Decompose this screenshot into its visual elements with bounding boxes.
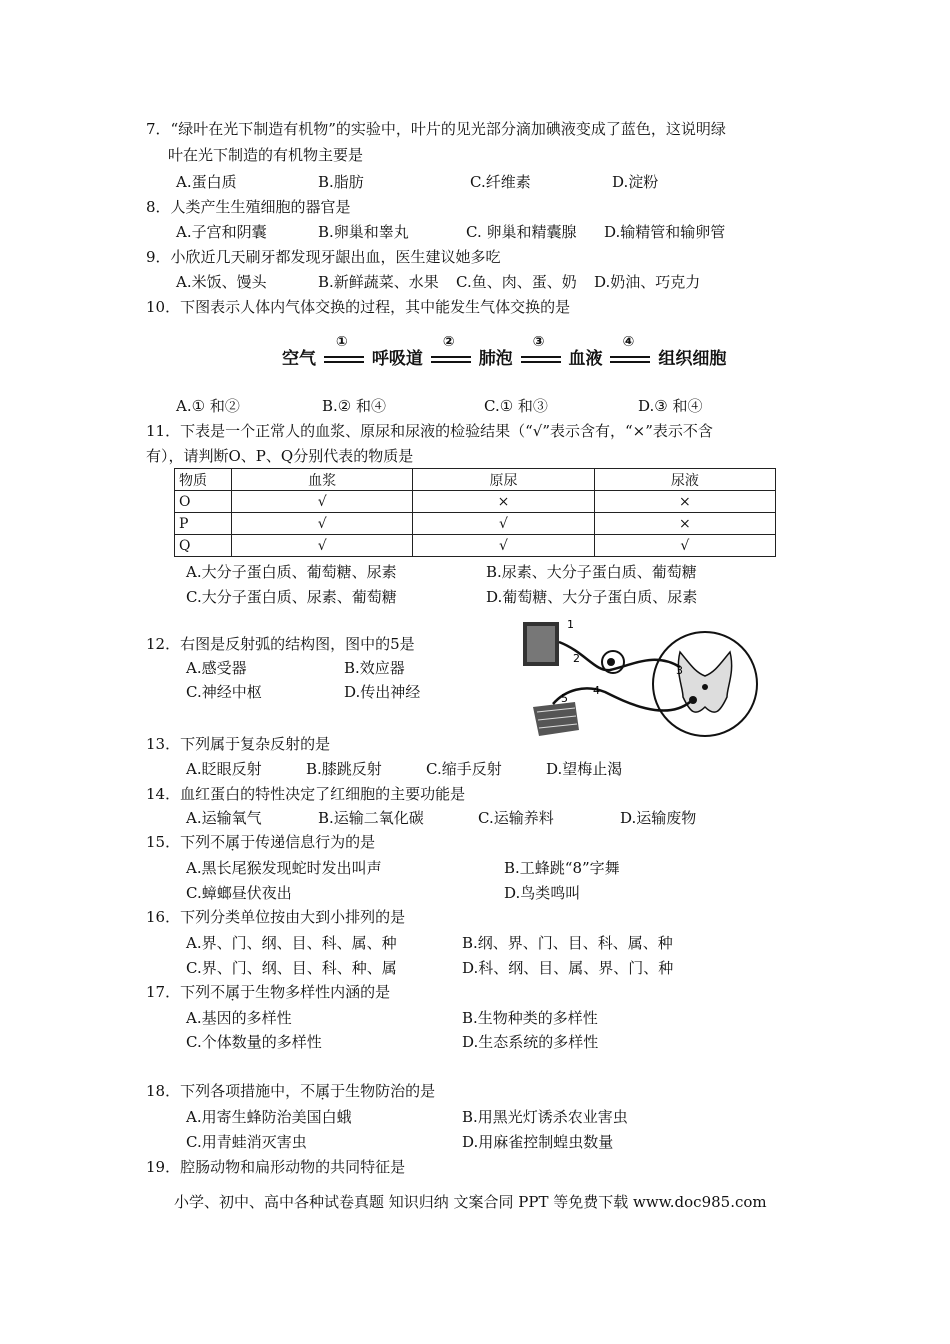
q10-option-d: D.③ 和④	[638, 397, 703, 415]
label-2: 2	[573, 652, 580, 665]
q18-option-c: C.用青蛙消灭害虫	[186, 1133, 307, 1151]
q15-option-c: C.蟑螂昼伏夜出	[186, 884, 292, 902]
chain-node-tissue-cells: 组织细胞	[658, 349, 727, 369]
table-header-row	[175, 469, 776, 491]
q9-option-a: A.米饭、馒头	[176, 273, 267, 291]
table-cell: ×	[594, 513, 775, 535]
q9-option-c: C.鱼、肉、蛋、奶	[456, 273, 577, 291]
q7-option-b: B.脂肪	[318, 173, 364, 191]
q18-option-b: B.用黑光灯诱杀农业害虫	[462, 1108, 628, 1126]
q11-stem: 11．下表是一个正常人的血浆、原尿和尿液的检验结果（“√”表示含有，“×”表示不含	[146, 422, 713, 440]
q16-option-d: D.科、纲、目、属、界、门、种	[462, 959, 674, 977]
q14-stem: 14．血红蛋白的特性决定了红细胞的主要功能是	[146, 785, 466, 803]
label-3: 3	[676, 664, 683, 677]
emphasis-text: 不属于	[300, 1082, 346, 1100]
chain-arrow-3: ③	[519, 346, 563, 368]
table-cell: √	[594, 535, 775, 557]
q12-option-d: D.传出神经	[344, 683, 421, 701]
receptor-texture	[527, 626, 555, 662]
table-row	[175, 535, 776, 557]
table-cell: √	[232, 535, 413, 557]
q16-option-b: B.纲、界、门、目、科、属、种	[462, 934, 673, 952]
table-cell: O	[175, 491, 232, 513]
q18-stem: 18．下列各项措施中，不属于生物防治的是	[146, 1082, 436, 1100]
table-cell: √	[232, 513, 413, 535]
table-cell: Q	[175, 535, 232, 557]
q13-option-d: D.望梅止渴	[546, 760, 623, 778]
table-cell: ×	[413, 491, 594, 513]
q11-option-c: C.大分子蛋白质、尿素、葡萄糖	[186, 588, 397, 606]
table-header: 血浆	[232, 469, 413, 491]
table-cell: √	[232, 491, 413, 513]
q17-option-a: A.基因的多样性	[186, 1009, 292, 1027]
q18-option-d: D.用麻雀控制蝗虫数量	[462, 1133, 614, 1151]
q17-option-b: B.生物种类的多样性	[462, 1009, 598, 1027]
q13-option-c: C.缩手反射	[426, 760, 502, 778]
q8-stem: 8．人类产生生殖细胞的器官是	[146, 198, 351, 216]
chain-arrow-4: ④	[608, 346, 652, 368]
table-cell: √	[413, 513, 594, 535]
table-cell: ×	[594, 491, 775, 513]
q14-option-a: A.运输氧气	[186, 809, 262, 827]
effector-shape	[533, 702, 579, 736]
q9-option-b: B.新鲜蔬菜、水果	[318, 273, 439, 291]
q9-stem: 9．小欣近几天刷牙都发现牙龈出血，医生建议她多吃	[146, 248, 501, 266]
page-footer: 小学、初中、高中各种试卷真题 知识归纳 文案合同 PPT 等免费下载 www.doc985.com	[174, 1193, 767, 1211]
q16-stem: 16．下列分类单位按由大到小排列的是	[146, 908, 406, 926]
chain-node-blood: 血液	[568, 349, 603, 369]
q10-option-b: B.② 和④	[322, 397, 387, 415]
label-1: 1	[567, 618, 574, 631]
q7-option-d: D.淀粉	[612, 173, 659, 191]
chain-arrow-1: ①	[322, 346, 366, 368]
table-row	[175, 491, 776, 513]
table-cell: P	[175, 513, 232, 535]
table-row	[175, 513, 776, 535]
q7-stem-cont: 叶在光下制造的有机物主要是	[168, 146, 364, 164]
q12-option-a: A.感受器	[186, 659, 247, 677]
q13-stem: 13．下列属于复杂反射的是	[146, 735, 331, 753]
q11-option-b: B.尿素、大分子蛋白质、葡萄糖	[486, 563, 697, 581]
q17-option-c: C.个体数量的多样性	[186, 1033, 322, 1051]
chain-node-alveoli: 肺泡	[478, 349, 513, 369]
urine-test-table	[174, 468, 776, 557]
chain-arrow-2: ②	[429, 346, 473, 368]
q8-option-b: B.卵巢和睾丸	[318, 223, 409, 241]
q13-option-a: A.眨眼反射	[186, 760, 262, 778]
q7-option-c: C.纤维素	[470, 173, 531, 191]
q8-option-a: A.子宫和阴囊	[176, 223, 267, 241]
q14-option-c: C.运输养料	[478, 809, 554, 827]
q19-stem: 19．腔肠动物和扁形动物的共同特征是	[146, 1158, 406, 1176]
q16-option-a: A.界、门、纲、目、科、属、种	[186, 934, 397, 952]
chain-node-airway: 呼吸道	[371, 349, 423, 369]
q12-option-b: B.效应器	[344, 659, 405, 677]
q12-stem: 12．右图是反射弧的结构图，图中的5是	[146, 635, 415, 653]
q7-option-a: A.蛋白质	[176, 173, 237, 191]
q13-option-b: B.膝跳反射	[306, 760, 382, 778]
q8-option-d: D.输精管和输卵管	[604, 223, 726, 241]
table-header: 尿液	[594, 469, 775, 491]
q12-option-c: C.神经中枢	[186, 683, 262, 701]
q15-stem: 15．下列不属于传递信息行为的是	[146, 833, 376, 851]
q10-option-a: A.① 和②	[176, 397, 240, 415]
q11-option-d: D.葡萄糖、大分子蛋白质、尿素	[486, 588, 698, 606]
emphasis-text: 不属于	[210, 983, 256, 1001]
table-cell: √	[413, 535, 594, 557]
q15-option-d: D.鸟类鸣叫	[504, 884, 581, 902]
q9-option-d: D.奶油、巧克力	[594, 273, 701, 291]
reflex-arc-diagram	[515, 612, 760, 747]
emphasis-text: 不属于	[210, 833, 256, 851]
table-header: 原尿	[413, 469, 594, 491]
q10-option-c: C.① 和③	[484, 397, 548, 415]
q11-option-a: A.大分子蛋白质、葡萄糖、尿素	[186, 563, 397, 581]
q17-stem: 17．下列不属于生物多样性内涵的是	[146, 983, 391, 1001]
q15-option-b: B.工蜂跳“8”字舞	[504, 859, 620, 877]
label-5: 5	[561, 692, 568, 705]
gas-exchange-chain	[282, 333, 727, 369]
q18-option-a: A.用寄生蜂防治美国白蛾	[186, 1108, 352, 1126]
label-4: 4	[593, 684, 600, 697]
q14-option-d: D.运输废物	[620, 809, 697, 827]
q10-stem: 10．下图表示人体内气体交换的过程，其中能发生气体交换的是	[146, 298, 571, 316]
q17-option-d: D.生态系统的多样性	[462, 1033, 599, 1051]
table-header: 物质	[175, 469, 232, 491]
q7-stem: 7．“绿叶在光下制造有机物”的实验中，叶片的见光部分滴加碘液变成了蓝色，这说明绿	[146, 120, 726, 138]
q14-option-b: B.运输二氧化碳	[318, 809, 424, 827]
q16-option-c: C.界、门、纲、目、科、种、属	[186, 959, 397, 977]
q15-option-a: A.黑长尾猴发现蛇时发出叫声	[186, 859, 382, 877]
chain-node-air: 空气	[282, 349, 316, 369]
q8-option-c: C. 卵巢和精囊腺	[466, 223, 577, 241]
q11-stem-cont: 有），请判断O、P、Q分别代表的物质是	[146, 447, 414, 465]
